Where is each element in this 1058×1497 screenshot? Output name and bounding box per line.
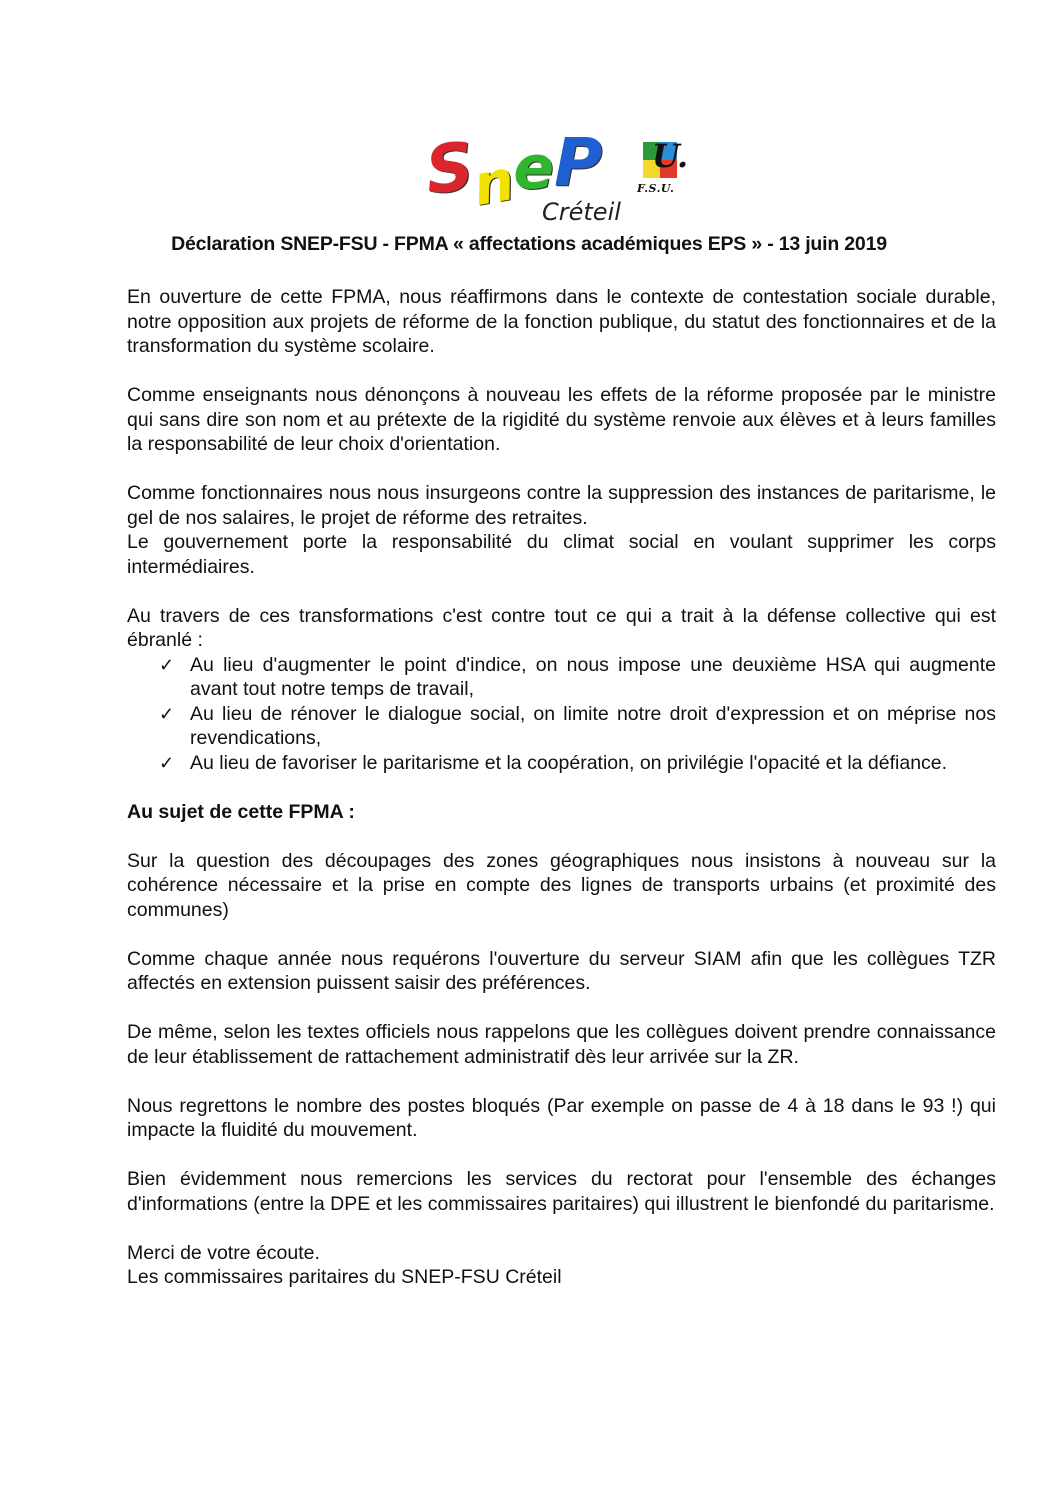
document-body [127, 285, 996, 1290]
logo-letter-n: n [468, 148, 519, 219]
paragraph-teachers: Comme enseignants nous dénonçons à nouveau les effets de la réforme proposée par le ministre qui sans dire son nom et au prétexte de la rigidité du système renvoie aux élèves et à leurs familles la responsabilité de leur choix d'orientation. [127, 384, 996, 455]
closing-signature: Les commissaires paritaires du SNEP-FSU Créteil [127, 1266, 562, 1288]
logo-letter-e: e [513, 133, 555, 203]
paragraph-civil-servants: Comme fonctionnaires nous nous insurgeons contre la suppression des instances de paritarisme, le gel de nos salaires, le projet de réforme des retraites. [127, 482, 996, 529]
fsu-label: F.S.U. [637, 182, 675, 195]
fsu-color-square [643, 137, 689, 178]
logo-letter-s: S [422, 127, 478, 210]
paragraph-government: Le gouvernement porte la responsabilité du climat social en voulant supprimer les corps intermédiaires. [127, 531, 996, 578]
paragraph-blocked-posts: Nous regrettons le nombre des postes bloqués (Par exemple on passe de 4 à 18 dans le 93 !) qui impacte la fluidité du mouvement. [127, 1094, 996, 1141]
fsu-emblem [637, 137, 689, 202]
paragraph-opening: En ouverture de cette FPMA, nous réaffirmons dans le contexte de contestation sociale durable, notre opposition aux projets de réforme de la fonction publique, du statut des fonctionnaires et de la transformation du système scolaire. [127, 286, 996, 357]
logo-subtitle: Créteil [542, 198, 621, 226]
check-list-text: Au lieu de rénover le dialogue social, on limite notre droit d'expression et on méprise nos revendications, [190, 702, 996, 749]
snep-fsu-logo [420, 122, 690, 232]
check-icon: ✓ [159, 654, 175, 675]
check-list [127, 653, 996, 776]
paragraph-thanks-rectorat: Bien évidemment nous remercions les services du rectorat pour l'ensemble des échanges d'informations (entre la DPE et les commissaires paritaires) qui illustrent le bienfondé du paritarisme. [127, 1168, 996, 1215]
check-list-item [127, 702, 996, 751]
paragraph-zr: De même, selon les textes officiels nous rappelons que les collègues doivent prendre connaissance de leur établissement de rattachement administratif dès leur arrivée sur la ZR. [127, 1021, 996, 1068]
fsu-u-mark: U. [652, 137, 689, 175]
check-list-text: Au lieu d'augmenter le point d'indice, on nous impose une deuxième HSA qui augmente avant tout notre temps de travail, [190, 653, 996, 700]
check-list-text: Au lieu de favoriser le paritarisme et la coopération, on privilégie l'opacité et la défiance. [190, 751, 948, 774]
document-title: Déclaration SNEP-FSU - FPMA « affectations académiques EPS » - 13 juin 2019 [171, 233, 887, 255]
check-list-item [127, 751, 996, 776]
check-list-item [127, 653, 996, 702]
paragraph-zones: Sur la question des découpages des zones géographiques nous insistons à nouveau sur la cohérence nécessaire et la prise en compte des lignes de transports urbains (et proximité des communes) [127, 849, 996, 921]
paragraph-siam: Comme chaque année nous requérons l'ouverture du serveur SIAM afin que les collègues TZR affectés en extension puissent saisir des préférences. [127, 947, 996, 994]
check-icon: ✓ [159, 752, 175, 773]
logo-letter-p: P [554, 124, 603, 201]
check-icon: ✓ [159, 703, 175, 724]
paragraph-transformations: Au travers de ces transformations c'est contre tout ce qui a trait à la défense collective qui est ébranlé : [127, 604, 996, 651]
closing-thanks: Merci de votre écoute. [127, 1241, 320, 1264]
section-heading: Au sujet de cette FPMA : [127, 800, 355, 823]
